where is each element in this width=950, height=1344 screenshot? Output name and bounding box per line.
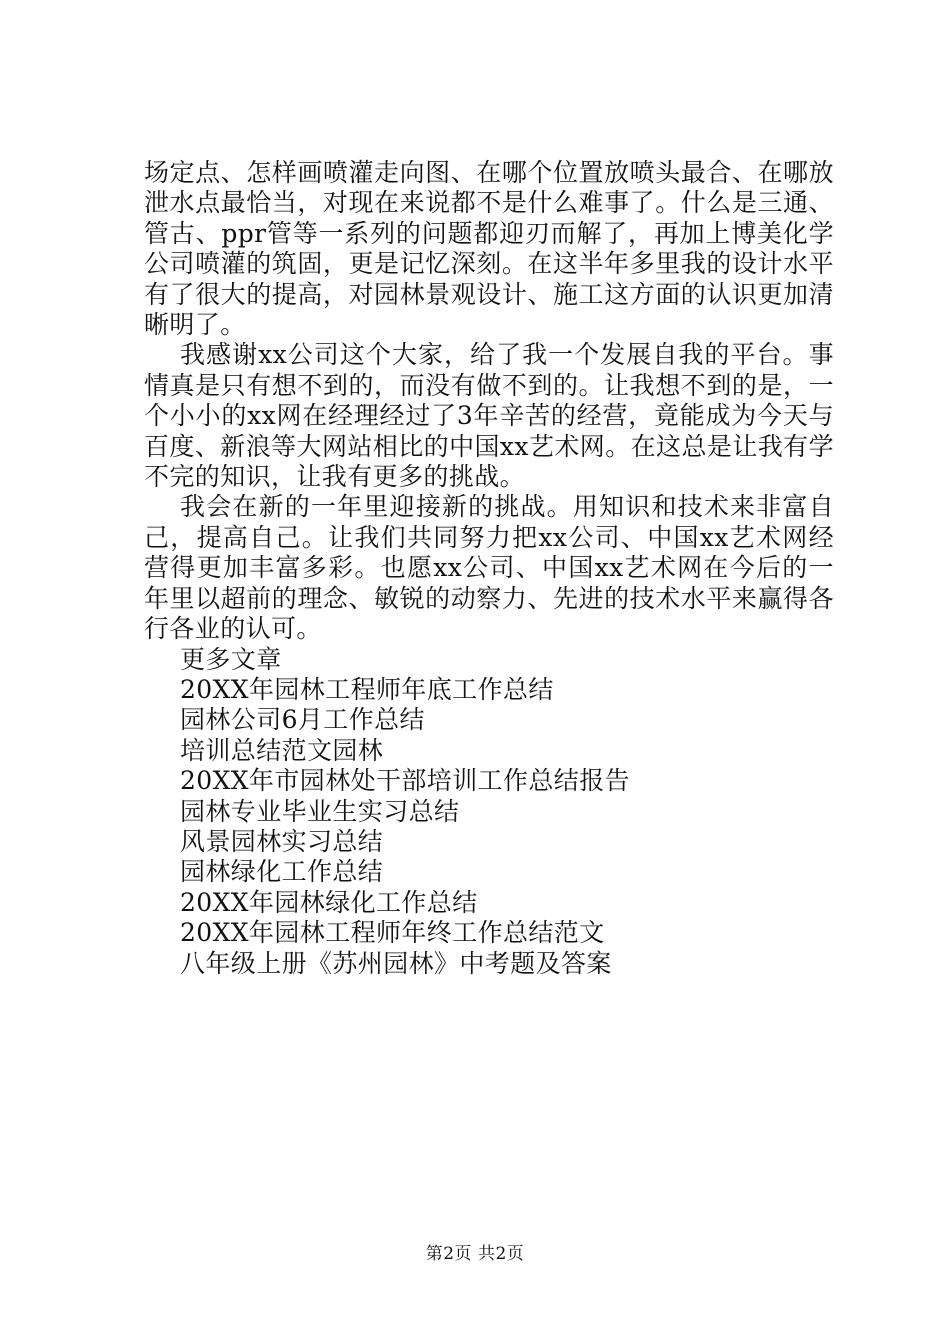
article-link[interactable]: 园林绿化工作总结 [180, 857, 384, 887]
article-link[interactable]: 20XX年市园林处干部培训工作总结报告 [180, 766, 631, 796]
paragraph-2: 我感谢xx公司这个大家，给了我一个发展自我的平台。事情真是只有想不到的，而没有做不到的。让我想不到的是，一个小小的xx网在经理经过了3年辛苦的经营，竟能成为今天与百度、新浪等大网站相比的中国xx艺术网。在这总是让我有学不完的知识，让我有更多的挑战。 [144, 340, 834, 492]
more-articles-heading: 更多文章 [180, 644, 282, 674]
article-link[interactable]: 培训总结范文园林 [180, 735, 384, 765]
document-body [144, 158, 834, 979]
paragraph-1: 场定点、怎样画喷灌走向图、在哪个位置放喷头最合、在哪放泄水点最恰当，对现在来说都不是什么难事了。什么是三通、管古、ppr管等一系列的问题都迎刃而解了，再加上博美化学公司喷灌的筑固，更是记忆深刻。在这半年多里我的设计水平有了很大的提高，对园林景观设计、施工这方面的认识更加清晰明了。 [144, 158, 834, 340]
article-link[interactable]: 八年级上册《苏州园林》中考题及答案 [180, 948, 612, 978]
article-link[interactable]: 园林专业毕业生实习总结 [180, 796, 460, 826]
article-link[interactable]: 20XX年园林工程师年底工作总结 [180, 674, 554, 704]
article-link[interactable]: 园林公司6月工作总结 [180, 705, 425, 735]
page-number-footer: 第2页 共2页 [425, 1244, 525, 1264]
article-link[interactable]: 风景园林实习总结 [180, 826, 384, 856]
paragraph-3: 我会在新的一年里迎接新的挑战。用知识和技术来非富自己，提高自己。让我们共同努力把xx公司、中国xx艺术网经营得更加丰富多彩。也愿xx公司、中国xx艺术网在今后的一年里以超前的理念、敏锐的动察力、先进的技术水平来赢得各行各业的认可。 [144, 492, 834, 644]
more-articles-list [144, 675, 834, 979]
article-link[interactable]: 20XX年园林工程师年终工作总结范文 [180, 918, 605, 948]
article-link[interactable]: 20XX年园林绿化工作总结 [180, 887, 478, 917]
